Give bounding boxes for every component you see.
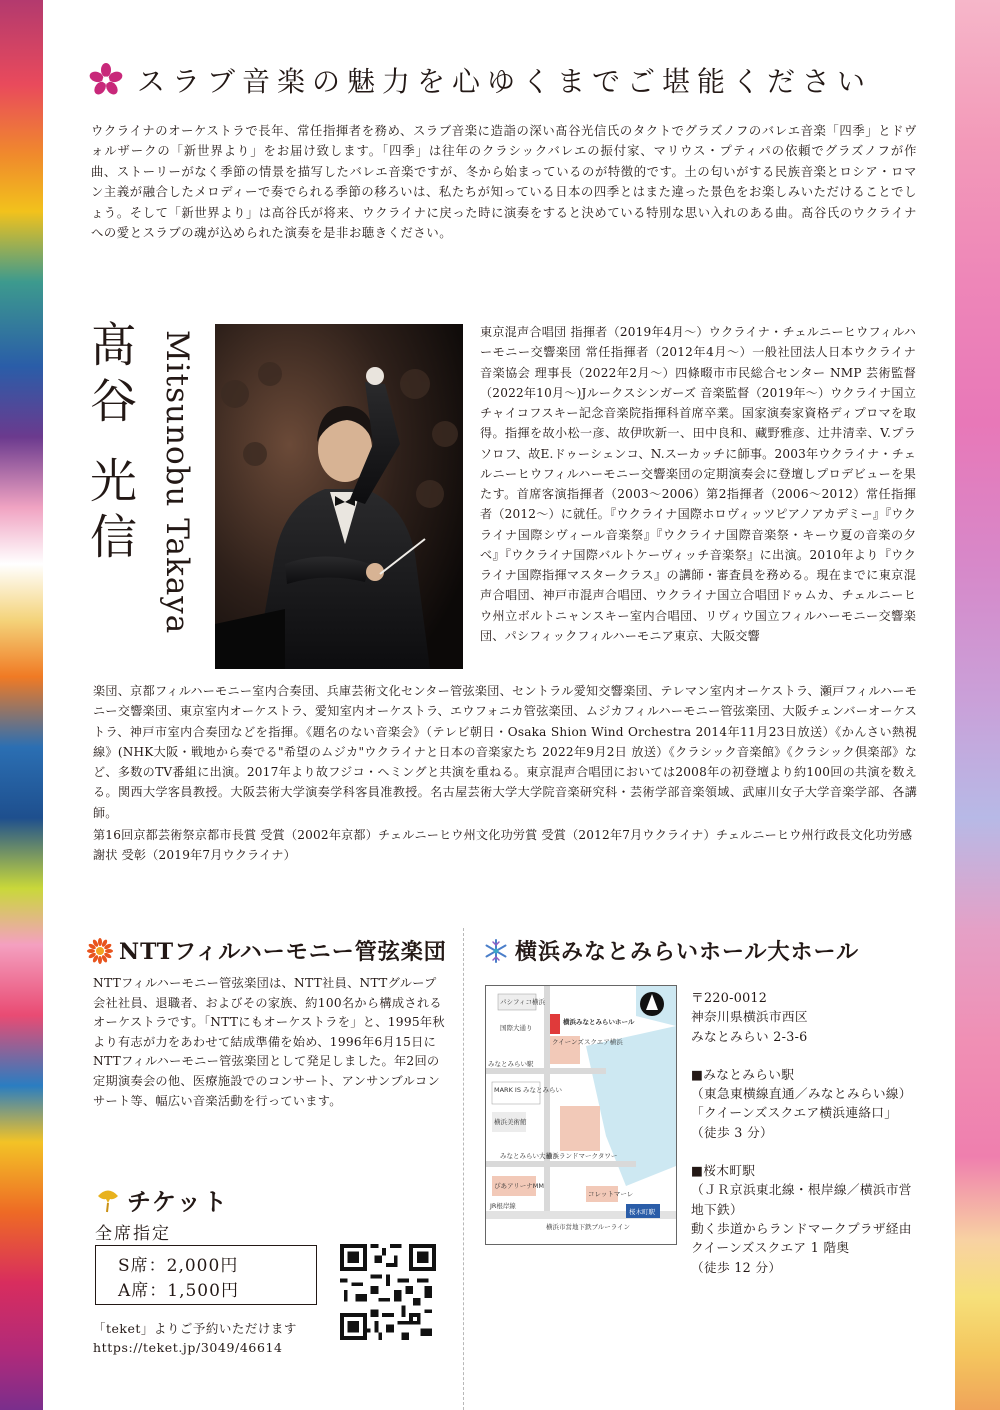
access-map xyxy=(485,985,677,1245)
hall-heading xyxy=(483,935,859,966)
conductor-name-en: Mitsunobu Takaya xyxy=(159,330,195,635)
station-1-time: （徒歩 3 分） xyxy=(691,1124,773,1140)
hall-address-2: みなとみらい 2-3-6 xyxy=(691,1028,808,1044)
hall-info xyxy=(691,988,921,1277)
map-label-pia: ぴあアリーナMM xyxy=(494,1182,544,1190)
ticket-title: チケット xyxy=(127,1187,229,1216)
conductor-bio-side: 東京混声合唱団 指揮者（2019年4月～）ウクライナ・チェルニーヒウフィルハーモニー交響楽団 常任指揮者（2012年4月～）一般社団法人日本ウクライナ音楽協会 理事長（2022年2月～）四條畷市市民総合センター NMP 芸術監督（2022年10月～)Jルークスシンガーズ 音楽監督（2019年～）ウクライナ国立チャイコフスキー記念音楽院指揮科首席卒業。国家演奏家資格ディプロマを取得。指揮を故小松一彦、故伊吹新一、田中良和、藏野雅彦、辻井清幸、V.プラソロフ、故E.ドゥーシェンコ、N.スーカッチに師事。2003年ウクライナ・チェルニーヒウフィルハーモニー交響楽団の定期演奏会に登壇しプロデビューを果たす。首席客演指揮者（2003～2006）第2指揮者（2006～2012）常任指揮者（2012～）に就任。『ウクライナ国際ホロヴィッツピアノアカデミー』『ウクライナ国際シヴィール音楽祭』『ウクライナ国際音楽祭・キーウ夏の音楽の夕べ』『ウクライナ国際バルトケーヴィッチ音楽祭』に出演。2010年より『ウクライナ国際指揮マスタークラス』の講師・審査員を務める。現在までに東京混声合唱団、神戸市混声合唱団、ウクライナ国立合唱団ドゥムカ、チェルニーヒウ州立ボルトニャンスキー室内合唱団、リヴィウ国立フィルハーモニー交響楽団、パシフィックフィルハーモニア東京、大阪交響 xyxy=(480,325,916,643)
ginkgo-leaf-icon xyxy=(95,1187,121,1213)
map-label-line: JR根岸線 xyxy=(490,1202,516,1210)
map-label-hall: 横浜みなとみらいホール xyxy=(563,1018,635,1026)
map-label-station: みなとみらい駅 xyxy=(488,1060,534,1068)
left-painted-strip xyxy=(0,0,43,1410)
station-2: ■桜木町駅 xyxy=(691,1163,756,1179)
snowflake-icon xyxy=(483,938,509,964)
station-1-line: （東急東横線直通／みなとみらい線） xyxy=(691,1086,912,1102)
station-1: ■みなとみらい駅 xyxy=(691,1066,795,1082)
station-2-line-2: 地下鉄） xyxy=(691,1201,743,1217)
map-label-museum: 横浜美術館 xyxy=(494,1118,527,1126)
orchestra-heading xyxy=(87,935,447,966)
map-label-markis: MARK IS みなとみらい xyxy=(494,1086,563,1094)
map-label-ave: みなとみらい大通り xyxy=(500,1152,559,1160)
main-heading xyxy=(89,60,872,100)
conductor-name-jp: 髙谷 光信 xyxy=(82,320,137,568)
map-label-national: 国際大通り xyxy=(500,1024,533,1032)
hall-title: 横浜みなとみらいホール大ホール xyxy=(515,939,860,965)
map-label-cosmo: コレットマーレ xyxy=(588,1190,634,1198)
a-seat-price: A席：1,500円 xyxy=(118,1281,239,1301)
conductor-bio-continued: 楽団、京都フィルハーモニー室内合奏団、兵庫芸術文化センター管弦楽団、セントラル愛知交響楽団、テレマン室内オーケストラ、瀬戸フィルハーモニー交響楽団、東京室内オーケストラ、愛知室内オーケストラ、エウフォニカ管弦楽団、ムジカフィルハーモニー管弦楽団、大阪チェンバーオーケストラ、神戸市室内合奏団などを指揮。《題名のない音楽会》（テレビ朝日・Osaka Shion Wind Orchestra 2014年11月23日放送）《かんさい熱視線》(NHK大阪・戦地から奏でる"希望のムジカ"ウクライナと日本の音楽家たち 2022年9月2日 放送）《クラシック音楽館》《クラシック倶楽部》など、多数のTV番組に出演。2017年より故フジコ・ヘミングと共演を重ねる。東京混声合唱団においては2008年の初登壇より約100回の共演を数える。関西大学客員教授。大阪芸術大学演奏学科客員准教授。名古屋芸術大学大学院音楽研究科・芸術学部音楽領域、武庫川女子大学音楽学部、各講師。 xyxy=(93,684,917,820)
map-label-landmark: 横浜ランドマークタワー xyxy=(546,1152,618,1160)
map-label-pacifico: パシフィコ横浜 xyxy=(500,998,545,1006)
map-label-sakuragicho: 桜木町駅 xyxy=(629,1208,655,1216)
conductor-photo xyxy=(215,324,463,669)
sakura-flower-icon xyxy=(89,63,123,97)
section-divider xyxy=(463,928,464,1410)
price-box xyxy=(95,1245,317,1305)
orchestra-title: NTTフィルハーモニー管弦楽団 xyxy=(119,939,447,965)
intro-paragraph: ウクライナのオーケストラで長年、常任指揮者を務め、スラブ音楽に造詣の深い髙谷光信氏のタクトでグラズノフのバレエ音楽「四季」とドヴォルザークの「新世界より」をお届け致します。「四季」は往年のクラシックバレエの振付家、マリウス・プティパの依頼でグラズノフが作曲、ストーリーがなく季節の情景を描写したバレエ音楽ですが、冬から始まっているのが特徴的です。土の匂いがする民族音楽とロシア・ロマン主義が融合したメロディーで奏でられる季節の移ろいは、私たちが知っている日本の四季とはまた違った景色をお楽しみいただけることでしょう。そして「新世界より」は高谷氏が将来、ウクライナに戻った時に演奏をすると決めている特別な思い入れのある曲。髙谷氏のウクライナへの愛とスラブの魂が込められた演奏を是非お聴きください。 xyxy=(91,124,917,241)
hall-postal: 〒220-0012 xyxy=(691,990,768,1005)
station-2-line-1: （ＪＲ京浜東北線・根岸線／横浜市営 xyxy=(691,1182,912,1198)
orchestra-description: NTTフィルハーモニー管弦楽団は、NTT社員、NTTグループ会社社員、退職者、およびその家族、約100名から構成されるオーケストラです。「NTTにもオーケストラを」と、1995年秋より有志が力をあわせて結成準備を始め、1996年6月15日にNTTフィルハーモニー管弦楽団として発足しました。年2回の定期演奏会の他、医療施設でのコンサート、アンサンブルコンサート等、幅広い音楽活動を行っています。 xyxy=(93,976,445,1108)
station-2-route-1: 動く歩道からランドマークプラザ経由 xyxy=(691,1220,912,1236)
right-painted-strip xyxy=(955,0,1000,1410)
page-title: スラブ音楽の魅力を心ゆくまでご堪能ください xyxy=(137,65,873,98)
station-2-time: （徒歩 12 分） xyxy=(691,1259,782,1275)
ticket-qr-code[interactable] xyxy=(340,1244,436,1340)
station-2-route-2: クイーンズスクエア 1 階奥 xyxy=(691,1240,850,1256)
north-arrow-icon xyxy=(640,992,664,1016)
ticket-url-link[interactable]: https://teket.jp/3049/46614 xyxy=(93,1340,283,1355)
page-content xyxy=(43,0,955,1410)
map-label-queens: クイーンズスクエア横浜 xyxy=(552,1038,623,1046)
station-1-exit: 「クイーンズスクエア横浜連絡口」 xyxy=(691,1105,898,1121)
ticket-heading xyxy=(95,1182,229,1217)
map-label-subway: 横浜市営地下鉄ブルーライン xyxy=(546,1223,631,1231)
ticket-note: 「teket」よりご予約いただけます xyxy=(93,1321,297,1336)
all-seats-reserved: 全席指定 xyxy=(95,1224,171,1244)
conductor-awards: 第16回京都芸術祭京都市長賞 受賞（2002年京都）チェルニーヒウ州文化功労賞 受賞（2012年7月ウクライナ）チェルニーヒウ州行政長文化功労感謝状 受彰（2019年7月ウクライナ） xyxy=(93,828,913,863)
sun-flower-icon xyxy=(87,938,113,964)
s-seat-price: S席：2,000円 xyxy=(118,1256,239,1276)
hall-address-1: 神奈川県横浜市西区 xyxy=(691,1009,808,1025)
